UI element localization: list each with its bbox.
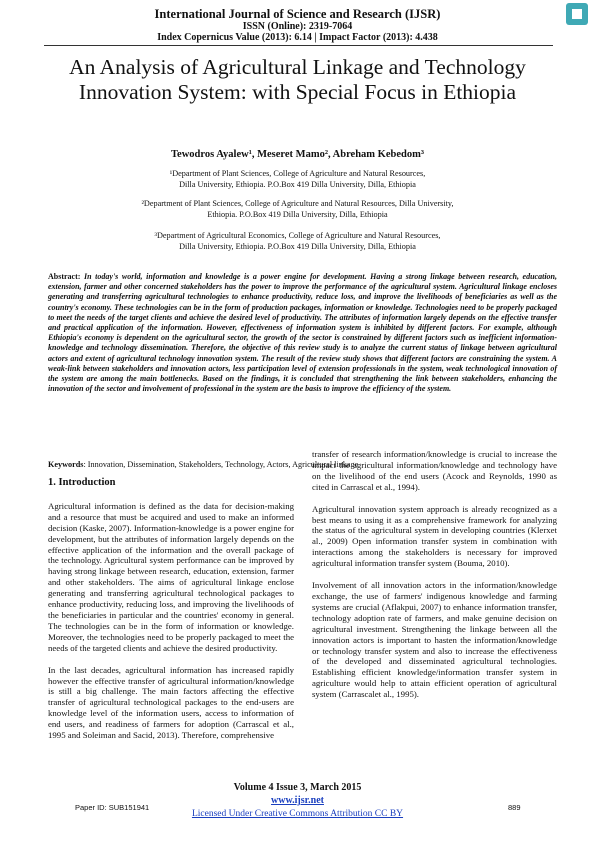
paragraph: transfer of research information/knowledge is crucial to increase the impact the agricultural information/knowledge and technology have on the livelihood of the end users (Acock and Reynolds, 1990 as cited in Carrascal et al., 1994). xyxy=(312,449,557,492)
right-column xyxy=(312,449,557,711)
license-link[interactable]: Licensed Under Creative Commons Attribution CC BY xyxy=(191,809,404,819)
issn: ISSN (Online): 2319-7064 xyxy=(242,21,353,32)
affiliation-3 xyxy=(60,231,535,252)
paragraph: Agricultural innovation system approach is already recognized as a best means to using it as a comprehensive framework for analyzing the status of the agricultural system in developing countries (Klerxet al., 2009) Open information transfer system in combination with interactions among the stakeholders is necessary for improved agricultural information transfer system (Bouma, 2010). xyxy=(312,503,557,569)
corner-logo-icon xyxy=(566,3,588,25)
affiliation-1-line1: ¹Department of Plant Sciences, College of Agriculture and Natural Resources, xyxy=(169,169,426,178)
paragraph: In the last decades, agricultural information has increased rapidly however the effective transfer of agricultural information/knowledge is still a big challenge. The main factors affecting the effective transfer of agricultural technological packages to the end-users are knowledge level of the information users, access to information of end users, and readiness of farmers for adoption (Carrascal et al., 1995 and Soleiman and Sacid, 2013). Therefore, comprehensive xyxy=(48,664,294,741)
section-heading: 1. Introduction xyxy=(48,477,116,488)
affiliation-3-line1: ³Department of Agricultural Economics, College of Agriculture and Natural Resources, xyxy=(154,231,441,240)
paragraph: Involvement of all innovation actors in the information/knowledge exchange, the use of farmers' indigenous knowledge and farming systems are crucial (Aflakpui, 2007) to enhance information transfer, technology adoption rate of farmers, and make genuine decision on agricultural investment. Strengthening the linkage between all the innovation actors is important to hasten the information/knowledge or technology transfer system and also to increase the effectiveness of the developed and disseminated agricultural technologies. Establishing efficient knowledge/information transfer system in agriculture would help to attain efficient operation of agricultural system (Carrascalet al., 1995). xyxy=(312,580,557,700)
keywords-label: Keywords xyxy=(48,460,84,469)
affiliation-2-line2: Ethiopia. P.O.Box 419 Dilla University, Dilla, Ethiopia xyxy=(207,209,388,219)
volume-info: Volume 4 Issue 3, March 2015 xyxy=(233,782,362,793)
left-column xyxy=(48,478,294,752)
affiliation-1 xyxy=(60,169,535,190)
author-list: Tewodros Ayalew¹, Meseret Mamo², Abreham Kebedom³ xyxy=(171,149,424,160)
abstract xyxy=(48,272,557,394)
affiliation-2-line1: ²Department of Plant Sciences, College of Agriculture and Natural Resources, Dilla University, xyxy=(141,199,454,208)
keywords-text: : Innovation, Dissemination, Stakeholders, Technology, Actors, Agricultural linkage xyxy=(83,460,359,469)
paper-title: An Analysis of Agricultural Linkage and Technology Innovation System: with Special Focus in Ethiopia xyxy=(69,55,526,104)
abstract-label: Abstract: xyxy=(48,272,81,281)
header-rule xyxy=(44,45,553,46)
abstract-text: In today's world, information and knowledge is a power engine for development. Having a strong linkage between research, education, extension, farmer and other concerned stakeholders has the power to improve the performance of the agricultural system. Agricultural linkage encloses generating and transferring agricultural technologies to enhance productivity, reduce loss, and improve the livelihoods of beneficiaries as well as the country's economy. These technologies can be in the form of production packages, information or knowledge. Technologies need to be properly packaged to meet the needs of the target clients and achieve the desired level of productivity. The attributes of information largely depends on the effective transfer and practical application of the information. However, effectiveness of information system is inhibited by different factors. For example, although Ethiopia's economy is dependent on the agricultural sector, the growth of the sector is constrained by different factors such as inefficient information-knowledge and technology dissemination. Therefore, the objective of this review study is to analyze the current status of linkage between agricultural actors and extent of agricultural technology innovation system. The result of the review study shows that different factors are constraining the system. A weak-link between stakeholders and innovation actors, less participation level of extension professionals in the system, weak technological innovation of the system are among the main bottlenecks. Based on the findings, it is concluded that strengthening the link between stakeholders, enhancing the innovation of the sector and involvement of professional in the system are the basis to improve the efficiency of the system. xyxy=(48,272,558,394)
index-line: Index Copernicus Value (2013): 6.14 | Impact Factor (2013): 4.438 xyxy=(157,32,438,43)
affiliation-2 xyxy=(60,199,535,220)
paper-id: Paper ID: SUB151941 xyxy=(75,803,150,812)
paragraph: Agricultural information is defined as the data for decision-making and a resource that must be acquired and used to make an informed decision (Kaske, 2007). Information-knowledge is a power engine for development, but the attributes of information largely depends on the effective application of the information and the overall package of the technology. Agricultural system performance can be improved by having strong linkage between research, education, extension, farmer and other stakeholders. The aims of agricultural linkage enclose generating and transferring agricultural technological packages to enhance productivity, reducing loss, and improving the livelihoods of the beneficiaries in particular and the countries' economy in general. The technologies can be in the form of information or knowledge. Moreover, the technologies need to be properly packaged to meet the needs of the targeted clients and achieve the desired productivity. xyxy=(48,500,294,653)
page-number: 889 xyxy=(508,803,521,812)
affiliation-3-line2: Dilla University, Ethiopia. P.O.Box 419 Dilla University, Dilla, Ethiopia xyxy=(179,241,416,251)
affiliation-1-line2: Dilla University, Ethiopia. P.O.Box 419 Dilla University, Dilla, Ethiopia xyxy=(179,179,416,189)
journal-name: International Journal of Science and Research (IJSR) xyxy=(154,7,441,21)
journal-site-link[interactable]: www.ijsr.net xyxy=(271,795,324,806)
